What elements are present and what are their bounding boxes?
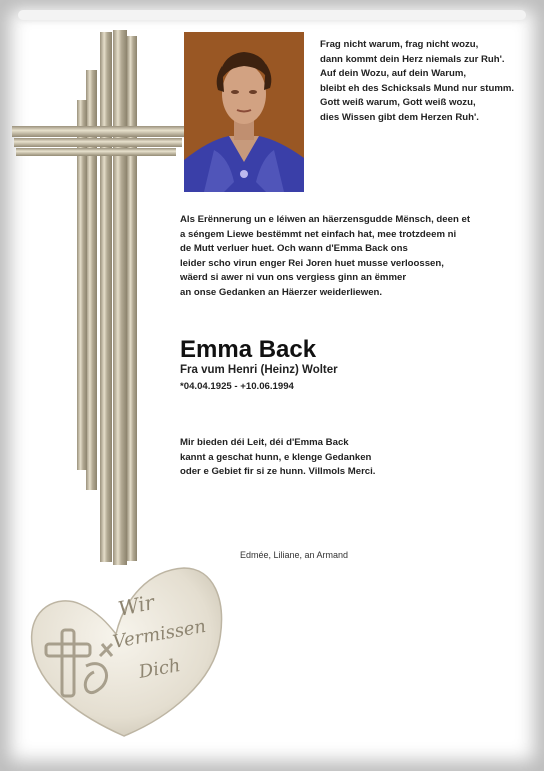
request-line: kannt a geschat hunn, e klenge Gedanken: [180, 451, 372, 463]
request-text: [180, 436, 375, 480]
memory-line: Als Erënnerung un e léiwen an häerzensgudde Mënsch, deen et: [180, 214, 471, 225]
family-signoff: Edmée, Liliane, an Armand: [240, 550, 349, 560]
memory-line: leider scho virun enger Rei Joren huet musse verloossen,: [180, 257, 444, 269]
cross-image: [12, 30, 187, 570]
memory-text: [180, 213, 470, 301]
poem-line: dies Wissen gibt dem Herzen Ruh'.: [320, 111, 479, 123]
heart-stone-image: [28, 560, 228, 742]
portrait-photo: [184, 32, 304, 192]
heart-word: Wir: [116, 589, 157, 621]
poem-line: dann kommt dein Herz niemals zur Ruh'.: [320, 53, 505, 65]
poem-line: Auf dein Wozu, auf dein Warum,: [320, 68, 467, 79]
memory-line: an onse Gedanken an Häerzer weiderliewen.: [180, 286, 383, 298]
poem-line: bleibt eh des Schicksals Mund nur stumm.: [320, 82, 515, 94]
heart-word: Vermissen: [111, 615, 208, 653]
memory-line: de Mutt verluer huet. Och wann d'Emma Back ons: [180, 243, 408, 255]
memory-line: wäerd si awer ni vun ons vergiess ginn an ëmmer: [180, 272, 407, 284]
request-line: Mir bieden déi Leit, déi d'Emma Back: [180, 437, 349, 448]
deceased-name: Emma Back: [180, 336, 317, 363]
memory-line: a séngem Liewe bestëmmt net einfach hat, mee trotzdeem ni: [180, 228, 457, 240]
poem-line: Gott weiß warum, Gott weiß wozu,: [320, 97, 476, 108]
heart-word: Dich: [137, 654, 183, 683]
poem-text: [320, 38, 542, 125]
spouse-line: Fra vum Henri (Heinz) Wolter: [180, 364, 338, 376]
life-dates: *04.04.1925 - +10.06.1994: [180, 381, 294, 392]
poem-line: Frag nicht warum, frag nicht wozu,: [320, 39, 479, 50]
request-line: oder e Gebiet fir si ze hunn. Villmols Merci.: [180, 466, 376, 478]
